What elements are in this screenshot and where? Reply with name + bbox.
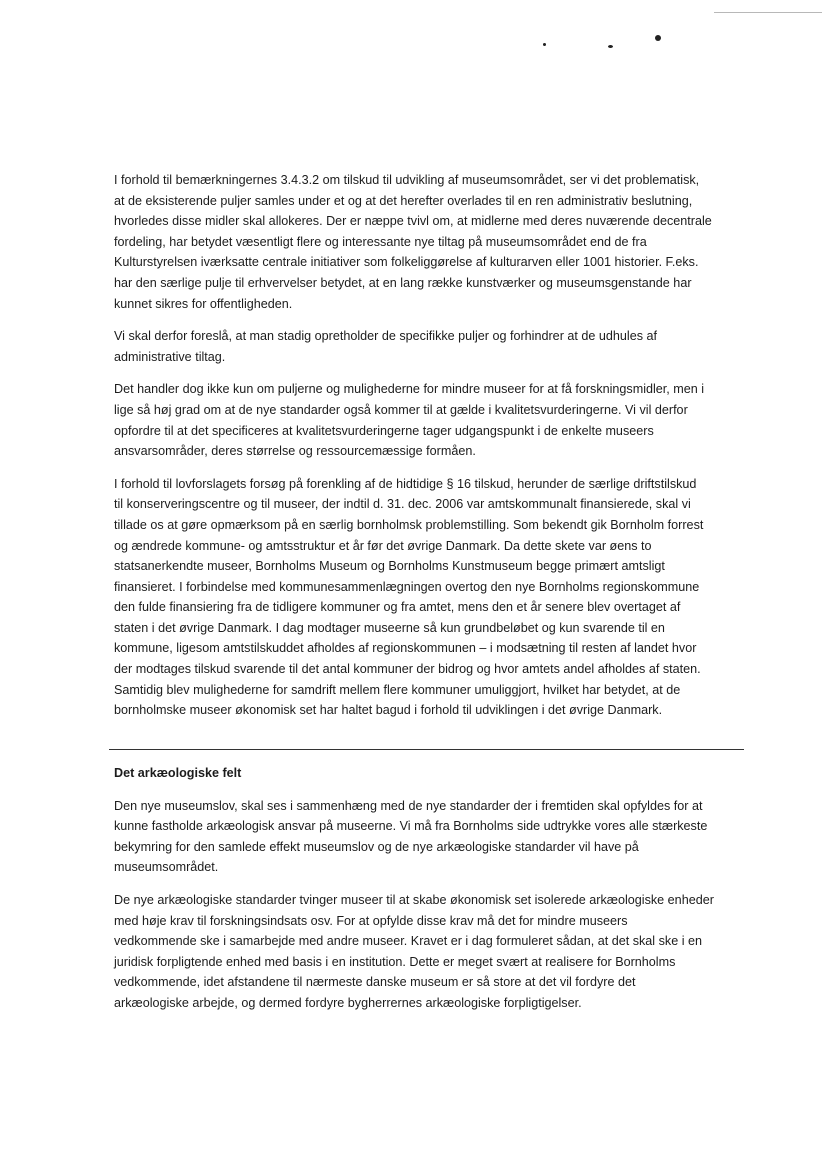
section-archaeology: [114, 763, 750, 1026]
text-line: Den nye museumslov, skal ses i sammenhæng med de nye standarder der i fremtiden skal opfyldes for at: [114, 798, 703, 813]
text-line: administrative tiltag.: [114, 349, 226, 364]
scan-speck: [608, 45, 613, 48]
section-heading: Det arkæologiske felt: [114, 766, 242, 780]
text-line: Samtidig blev mulighederne for samdrift mellem flere kommuner umuliggjort, hvilket har betydet, at de: [114, 682, 681, 697]
scan-edge-line: [714, 12, 822, 13]
text-line: statsanerkendte museer, Bornholms Museum og Bornholms Kunstmuseum begge primært amtsligt: [114, 559, 665, 574]
section-divider: [109, 749, 744, 750]
text-line: bekymring for den samlede effekt museumslov og de nye arkæologiske standarder vil have på: [114, 839, 639, 854]
paragraph: [114, 474, 750, 721]
paragraph: [114, 326, 750, 367]
scan-speck: [655, 35, 661, 41]
text-line: kunne fastholde arkæologisk ansvar på museerne. Vi må fra Bornholms side udtrykke vores alle stærkeste: [114, 819, 708, 834]
text-line: vedkommende, idet afstandene til nærmeste danske museum er så store at det vil fordyre det: [114, 975, 636, 990]
text-line: med høje krav til forskningsindsats osv. For at opfylde disse krav må det for mindre museers: [114, 913, 628, 928]
text-line: lige så høj grad om at de nye standarder også kommer til at gælde i kvalitetsvurderingerne. Vi vil derfor: [114, 402, 688, 417]
text-line: De nye arkæologiske standarder tvinger museer til at skabe økonomisk set isolerede arkæologiske enheder: [114, 892, 714, 907]
text-line: I forhold til bemærkningernes 3.4.3.2 om tilskud til udvikling af museumsområdet, ser vi det problematisk,: [114, 173, 700, 187]
text-line: den fulde finansiering fra de tidligere kommuner og fra amtet, mens den et år senere blev overtaget af: [114, 600, 681, 615]
text-line: Det handler dog ikke kun om puljerne og mulighederne for mindre museer for at få forskningsmidler, men i: [114, 382, 705, 397]
text-line: der modtages tilskud svarende til det antal kommuner der bidrog og hvor amtets andel afholdes af staten.: [114, 662, 701, 677]
text-line: kunnet sikres for offentligheden.: [114, 296, 293, 311]
text-line: I forhold til lovforslagets forsøg på forenkling af de hidtidige § 16 tilskud, herunder de særlige driftstilskud: [114, 476, 697, 491]
text-line: Kulturstyrelsen iværksatte centrale initiativer som folkeliggørelse af kulturarven eller 1001 historier. F.eks.: [114, 255, 699, 270]
text-line: juridisk forpligtende enhed med basis i en institution. Dette er meget svært at realisere for Bornholms: [114, 954, 676, 969]
text-line: kommune, ligesom amtstilskuddet afholdes af regionskommunen – i modsætning til resten af landet hvor: [114, 641, 697, 656]
text-line: har den særlige pulje til erhvervelser betydet, at en lang række kunstværker og museumsgenstande har: [114, 275, 692, 290]
paragraph: [114, 170, 750, 314]
text-line: Vi skal derfor foreslå, at man stadig opretholder de specifikke puljer og forhindrer at de udhules af: [114, 329, 658, 344]
text-line: arkæologiske arbejde, og dermed fordyre bygherrernes arkæologiske forpligtigelser.: [114, 995, 582, 1010]
text-line: tillade os at gøre opmærksom på en særlig bornholmsk problemstilling. Som bekendt gik Bornholm forrest: [114, 517, 704, 532]
text-line: hvorledes disse midler skal allokeres. Der er næppe tvivl om, at midlerne med deres nuværende decentrale: [114, 214, 712, 229]
text-line: bornholmske museer økonomisk set har haltet bagud i forhold til udviklingen i det øvrige Danmark.: [114, 703, 663, 718]
paragraph: [114, 890, 750, 1014]
text-line: staten i det øvrige Danmark. I dag modtager museerne så kun grundbeløbet og kun svarende til en: [114, 620, 665, 635]
text-line: til konserveringscentre og til museer, der indtil d. 31. dec. 2006 var amtskommunalt finansierede, skal vi: [114, 497, 691, 512]
text-line: opfordre til at det specificeres at kvalitetsvurderingerne tager udgangspunkt i de enkelte museers: [114, 423, 654, 438]
body-text-top: [114, 170, 750, 733]
text-line: ansvarsområder, deres størrelse og ressourcemæssige formåen.: [114, 444, 476, 459]
text-line: finansieret. I forbindelse med kommunesammenlægningen overtog den nye Bornholms regionskommune: [114, 579, 700, 594]
scan-speck: [543, 43, 546, 46]
text-line: museumsområdet.: [114, 860, 219, 875]
paragraph: [114, 379, 750, 461]
text-line: fordeling, har betydet væsentligt flere og interessante nye tiltag på museumsområdet end de fra: [114, 234, 647, 249]
text-line: vedkommende ske i samarbejde med andre museer. Kravet er i dag formuleret sådan, at det skal ske i en: [114, 934, 703, 949]
paragraph: [114, 796, 750, 878]
text-line: og ændrede kommune- og amtsstruktur et år før det øvrige Danmark. Da dette skete var øens to: [114, 538, 652, 553]
text-line: at de eksisterende puljer samles under et og at det herefter overlades til en ren administrativ beslutning,: [114, 193, 693, 208]
